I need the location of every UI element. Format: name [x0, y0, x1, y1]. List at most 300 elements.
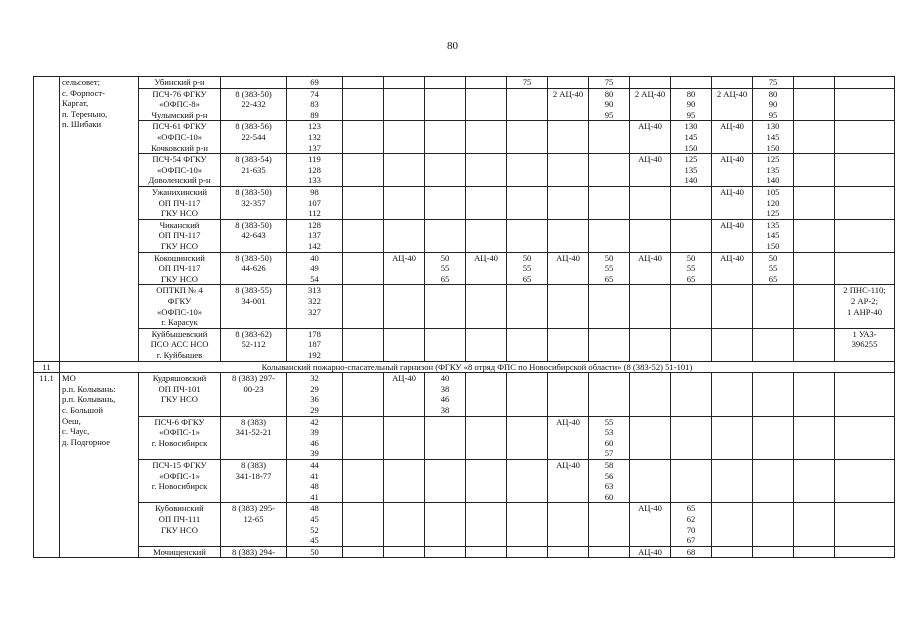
- distance-line: 128: [308, 219, 321, 230]
- resource-line: 2 АЦ-40: [716, 88, 748, 99]
- station-name-line: «ОФПС-10»: [156, 164, 203, 175]
- resource-cell: [466, 459, 507, 502]
- block1-number: [34, 77, 60, 362]
- table-row: [34, 373, 895, 416]
- resource-cell: [548, 219, 589, 252]
- station-phone-line: 8 (383): [240, 459, 267, 470]
- resource-cell: [384, 373, 425, 416]
- resource-line: 38: [440, 404, 450, 415]
- resource-cell: [343, 88, 384, 121]
- resource-cell: [753, 416, 794, 459]
- resource-cell: [548, 328, 589, 361]
- resource-cell: [630, 503, 671, 546]
- resource-cell: [671, 88, 712, 121]
- resource-cell: [753, 154, 794, 187]
- resource-cell: [548, 154, 589, 187]
- distance-line: 69: [310, 77, 319, 87]
- distance-line: 36: [310, 394, 319, 405]
- resource-line: 95: [768, 109, 778, 120]
- distance-line: 42: [310, 416, 319, 427]
- station-name: [139, 328, 221, 361]
- resource-line: 2 ПНС-110;: [843, 285, 886, 296]
- station-name-line: Чиканский: [159, 219, 200, 230]
- resource-cell: [835, 88, 895, 121]
- distance-value: [287, 285, 343, 328]
- distance-line: 178: [308, 328, 321, 339]
- resource-line: 50: [686, 252, 696, 263]
- distance-value: [287, 186, 343, 219]
- resource-cell: [548, 416, 589, 459]
- resource-cell: [507, 77, 548, 89]
- resource-cell: [466, 186, 507, 219]
- resource-cell: [671, 186, 712, 219]
- resource-cell: [466, 328, 507, 361]
- resource-line: 140: [766, 175, 780, 186]
- resource-line: 65: [686, 273, 696, 284]
- resource-cell: [712, 154, 753, 187]
- resource-cell: [425, 285, 466, 328]
- distance-line: 313: [308, 285, 321, 296]
- resource-line: 65: [440, 273, 450, 284]
- resource-cell: [466, 503, 507, 546]
- block1-area-line: с. Форпост-: [62, 87, 106, 98]
- distance-line: 89: [310, 109, 319, 120]
- station-name-line: ПСЧ-54 ФГКУ: [152, 154, 207, 165]
- distance-value: [287, 77, 343, 89]
- resource-line: 90: [604, 99, 614, 110]
- distance-line: 45: [310, 535, 319, 546]
- resource-cell: [712, 219, 753, 252]
- distance-line: 112: [308, 208, 321, 219]
- resource-line: АЦ-40: [720, 154, 744, 165]
- station-name: [139, 252, 221, 285]
- resource-cell: [712, 546, 753, 558]
- distance-line: 128: [308, 164, 321, 175]
- resource-cell: [384, 121, 425, 154]
- resource-cell: [507, 328, 548, 361]
- resource-line: 55: [604, 263, 614, 274]
- resource-cell: [384, 219, 425, 252]
- resource-cell: [835, 77, 895, 89]
- distance-line: 142: [308, 240, 321, 251]
- resource-cell: [753, 328, 794, 361]
- resource-cell: [343, 459, 384, 502]
- resource-cell: [630, 373, 671, 416]
- resource-cell: [343, 285, 384, 328]
- resource-cell: [712, 285, 753, 328]
- resource-cell: [671, 503, 712, 546]
- station-name: [139, 88, 221, 121]
- resource-cell: [548, 285, 589, 328]
- station-name: [139, 285, 221, 328]
- resource-line: 150: [766, 240, 780, 251]
- resource-cell: [589, 285, 630, 328]
- distance-line: 132: [308, 131, 321, 142]
- station-name-line: «ОФПС-10»: [156, 306, 203, 317]
- resource-cell: [507, 219, 548, 252]
- resource-cell: [835, 154, 895, 187]
- station-name-line: ГКУ НСО: [161, 524, 198, 535]
- resource-line: 125: [766, 154, 780, 165]
- section-area-line: р.п. Колывань:: [62, 383, 116, 394]
- station-phone-line: 341-52-21: [235, 427, 272, 438]
- section-area: [60, 373, 139, 558]
- resource-line: 60: [604, 491, 614, 502]
- resource-cell: [630, 416, 671, 459]
- resource-line: 140: [684, 175, 698, 186]
- station-name: [139, 373, 221, 416]
- station-name-line: г. Новосибирск: [151, 437, 208, 448]
- resource-cell: [589, 459, 630, 502]
- station-phone-line: 8 (383-56): [235, 121, 272, 132]
- distance-line: 44: [310, 459, 319, 470]
- resource-cell: [343, 154, 384, 187]
- station-phone: [221, 503, 287, 546]
- resource-cell: [794, 154, 835, 187]
- resource-cell: [630, 546, 671, 558]
- resource-line: 62: [686, 513, 696, 524]
- resource-cell: [589, 77, 630, 89]
- garrison-row: [34, 361, 895, 373]
- station-phone-line: 8 (383): [240, 416, 267, 427]
- distance-line: 133: [308, 175, 321, 186]
- resource-cell: [507, 252, 548, 285]
- station-name-line: ПСЧ-6 ФГКУ: [154, 416, 205, 427]
- distance-line: 32: [310, 373, 319, 384]
- section-area-line: Оеш,: [62, 415, 81, 426]
- resource-cell: [343, 328, 384, 361]
- resource-cell: [753, 219, 794, 252]
- distance-value: [287, 219, 343, 252]
- resource-line: 53: [604, 427, 614, 438]
- station-name: [139, 77, 221, 89]
- resource-line: 80: [604, 88, 614, 99]
- resource-cell: [466, 546, 507, 558]
- distance-line: 39: [310, 448, 319, 459]
- distance-line: 41: [310, 491, 319, 502]
- garrison-title: Колыванский пожарно-спасательный гарнизон (ФГКУ «8 отряд ФПС по Новосибирской области» (8 (383-52) 51-101): [60, 361, 895, 373]
- station-name: [139, 416, 221, 459]
- resource-cell: [794, 252, 835, 285]
- resource-cell: [507, 373, 548, 416]
- distance-line: 29: [310, 404, 319, 415]
- resource-line: 65: [768, 273, 778, 284]
- section-area-line: с. Большой: [62, 404, 103, 415]
- distance-line: 192: [308, 349, 321, 360]
- station-name-line: ОП ПЧ-101: [158, 383, 201, 394]
- resource-line: 145: [684, 131, 698, 142]
- resource-cell: [548, 186, 589, 219]
- distance-line: 48: [310, 503, 319, 514]
- resource-cell: [466, 373, 507, 416]
- resource-cell: [630, 252, 671, 285]
- resource-line: АЦ-40: [638, 121, 662, 132]
- station-name-line: Мочищенский: [153, 546, 206, 557]
- station-phone: [221, 154, 287, 187]
- resource-cell: [671, 121, 712, 154]
- station-phone-line: 22-432: [241, 99, 266, 110]
- station-name: [139, 186, 221, 219]
- resource-line: 1 АНР-40: [846, 306, 883, 317]
- distance-line: 74: [310, 88, 319, 99]
- resource-cell: [630, 121, 671, 154]
- resource-cell: [425, 459, 466, 502]
- distance-line: 327: [308, 306, 321, 317]
- resource-cell: [343, 121, 384, 154]
- resource-cell: [343, 219, 384, 252]
- resource-cell: [671, 373, 712, 416]
- resource-line: АЦ-40: [556, 459, 580, 470]
- distance-value: [287, 154, 343, 187]
- station-name-line: ГКУ НСО: [161, 240, 198, 251]
- resource-line: 2 АЦ-40: [634, 88, 666, 99]
- distance-line: 40: [310, 252, 319, 263]
- resource-line: 80: [686, 88, 696, 99]
- resource-cell: [466, 77, 507, 89]
- page-number: 80: [447, 40, 458, 52]
- resource-line: 55: [686, 263, 696, 274]
- table-row: [34, 328, 895, 361]
- distance-line: 119: [308, 154, 321, 165]
- resource-cell: [835, 186, 895, 219]
- station-name-line: Кокошинский: [154, 252, 205, 263]
- resource-cell: [384, 459, 425, 502]
- resource-cell: [384, 546, 425, 558]
- resource-line: 120: [766, 197, 780, 208]
- resource-line: 55: [522, 263, 532, 274]
- section-area-line: р.п. Колывань,: [62, 394, 116, 405]
- resource-cell: [835, 459, 895, 502]
- distance-value: [287, 546, 343, 558]
- resource-cell: [343, 416, 384, 459]
- resource-line: 63: [604, 481, 614, 492]
- resource-cell: [630, 186, 671, 219]
- resource-cell: [466, 121, 507, 154]
- resource-cell: [630, 88, 671, 121]
- station-phone-line: 34-001: [241, 295, 266, 306]
- resource-cell: [794, 88, 835, 121]
- station-phone-line: 8 (383-55): [235, 285, 272, 296]
- resource-cell: [671, 77, 712, 89]
- resource-cell: [343, 252, 384, 285]
- distance-line: 107: [308, 197, 321, 208]
- station-name-line: Кудряшовский: [152, 373, 207, 384]
- resource-line: 90: [768, 99, 778, 110]
- station-phone: [221, 219, 287, 252]
- resource-line: 125: [766, 208, 780, 219]
- station-name-line: «ОФПС-8»: [159, 99, 200, 110]
- resource-cell: [384, 154, 425, 187]
- station-phone-line: 8 (383-50): [235, 186, 272, 197]
- resource-cell: [466, 252, 507, 285]
- distance-line: 54: [310, 273, 319, 284]
- resource-line: 75: [768, 77, 778, 87]
- resource-line: 58: [604, 459, 614, 470]
- fire-station-table: [33, 76, 895, 558]
- resource-cell: [425, 252, 466, 285]
- resource-cell: [425, 121, 466, 154]
- station-name-line: ОП ПЧ-117: [158, 230, 201, 241]
- resource-cell: [794, 546, 835, 558]
- resource-line: АЦ-40: [638, 546, 662, 557]
- resource-cell: [712, 373, 753, 416]
- station-name-line: Кубовинский: [155, 503, 204, 514]
- resource-line: АЦ-40: [392, 373, 416, 384]
- table-row: [34, 459, 895, 502]
- resource-cell: [794, 328, 835, 361]
- resource-cell: [712, 416, 753, 459]
- station-name: [139, 459, 221, 502]
- resource-line: 145: [766, 131, 780, 142]
- resource-cell: [753, 186, 794, 219]
- resource-line: 65: [522, 273, 532, 284]
- resource-line: 67: [686, 535, 696, 546]
- resource-cell: [630, 154, 671, 187]
- section-area-line: д. Подгорное: [62, 436, 111, 447]
- resource-cell: [466, 154, 507, 187]
- station-phone: [221, 77, 287, 89]
- resource-line: 95: [686, 109, 696, 120]
- resource-cell: [630, 77, 671, 89]
- resource-cell: [794, 219, 835, 252]
- station-phone: [221, 546, 287, 558]
- resource-line: АЦ-40: [720, 252, 744, 263]
- distance-line: 46: [310, 437, 319, 448]
- resource-cell: [712, 77, 753, 89]
- resource-cell: [589, 416, 630, 459]
- resource-cell: [794, 77, 835, 89]
- resource-line: 65: [604, 273, 614, 284]
- resource-cell: [835, 546, 895, 558]
- distance-line: 83: [310, 99, 319, 110]
- resource-line: АЦ-40: [474, 252, 498, 263]
- station-name-line: ОП ПЧ-111: [158, 513, 201, 524]
- section-area-line: с. Чаус,: [62, 426, 90, 437]
- station-phone-line: [223, 77, 284, 88]
- resource-cell: [507, 416, 548, 459]
- distance-value: [287, 503, 343, 546]
- resource-line: 75: [604, 77, 614, 87]
- station-name-line: Доволенский р-н: [148, 175, 211, 186]
- resource-line: 60: [604, 437, 614, 448]
- resource-line: 55: [440, 263, 450, 274]
- station-name-line: «ОФПС-1»: [159, 470, 200, 481]
- station-name: [139, 503, 221, 546]
- station-name-line: Куйбышевский: [151, 328, 208, 339]
- resource-cell: [425, 154, 466, 187]
- resource-cell: [712, 503, 753, 546]
- table-row: [34, 252, 895, 285]
- resource-cell: [384, 503, 425, 546]
- resource-cell: [548, 77, 589, 89]
- resource-cell: [630, 219, 671, 252]
- resource-cell: [425, 546, 466, 558]
- resource-cell: [835, 252, 895, 285]
- resource-cell: [794, 416, 835, 459]
- station-phone: [221, 373, 287, 416]
- distance-line: 137: [308, 230, 321, 241]
- resource-line: 135: [766, 164, 780, 175]
- resource-line: АЦ-40: [556, 416, 580, 427]
- section-area-line: МО: [62, 373, 76, 384]
- resource-cell: [794, 503, 835, 546]
- resource-cell: [425, 503, 466, 546]
- station-phone-line: 21-635: [241, 164, 266, 175]
- station-phone-line: 12-65: [243, 513, 264, 524]
- resource-line: АЦ-40: [720, 121, 744, 132]
- resource-line: 135: [684, 164, 698, 175]
- station-phone-line: 8 (383-50): [235, 88, 272, 99]
- station-name-line: ФГКУ: [167, 295, 192, 306]
- distance-line: 137: [308, 142, 321, 153]
- resource-cell: [835, 503, 895, 546]
- resource-cell: [425, 328, 466, 361]
- resource-cell: [384, 88, 425, 121]
- resource-line: 135: [766, 219, 780, 230]
- station-name-line: Чулымский р-н: [151, 109, 208, 120]
- resource-cell: [425, 416, 466, 459]
- distance-value: [287, 373, 343, 416]
- resource-line: 55: [768, 263, 778, 274]
- resource-cell: [753, 546, 794, 558]
- resource-line: АЦ-40: [720, 219, 744, 230]
- resource-cell: [794, 121, 835, 154]
- resource-cell: [671, 459, 712, 502]
- station-name-line: ГКУ НСО: [161, 273, 198, 284]
- station-name-line: Убинский р-н: [154, 77, 205, 87]
- resource-cell: [753, 285, 794, 328]
- resource-cell: [343, 373, 384, 416]
- garrison-number: 11: [34, 361, 60, 373]
- resource-cell: [753, 88, 794, 121]
- station-phone-line: 8 (383) 297-: [232, 373, 275, 384]
- resource-cell: [589, 252, 630, 285]
- station-phone: [221, 121, 287, 154]
- block1-area: [60, 77, 139, 362]
- resource-cell: [835, 373, 895, 416]
- resource-line: 1 УАЗ-: [852, 328, 877, 339]
- station-phone-line: 341-18-77: [235, 470, 272, 481]
- resource-cell: [343, 186, 384, 219]
- station-phone: [221, 416, 287, 459]
- resource-line: 65: [686, 503, 696, 514]
- resource-line: 68: [686, 546, 696, 557]
- resource-line: 150: [684, 142, 698, 153]
- distance-line: 41: [310, 470, 319, 481]
- station-phone: [221, 186, 287, 219]
- resource-cell: [507, 154, 548, 187]
- distance-line: 52: [310, 524, 319, 535]
- resource-cell: [671, 252, 712, 285]
- resource-cell: [548, 88, 589, 121]
- resource-cell: [425, 88, 466, 121]
- block1-area-line: п. Шибаки: [62, 119, 102, 130]
- resource-line: 130: [766, 121, 780, 132]
- resource-cell: [589, 503, 630, 546]
- resource-cell: [384, 416, 425, 459]
- station-name-line: ОП ПЧ-117: [158, 263, 201, 274]
- resource-line: 125: [684, 154, 698, 165]
- station-phone-line: 8 (383-62): [235, 328, 272, 339]
- resource-line: АЦ-40: [638, 252, 662, 263]
- distance-value: [287, 328, 343, 361]
- station-phone-line: 32-357: [241, 197, 266, 208]
- station-phone-line: 8 (383-50): [235, 219, 272, 230]
- resource-cell: [384, 77, 425, 89]
- resource-line: 55: [604, 416, 614, 427]
- resource-cell: [712, 252, 753, 285]
- station-phone-line: 52-112: [241, 339, 266, 350]
